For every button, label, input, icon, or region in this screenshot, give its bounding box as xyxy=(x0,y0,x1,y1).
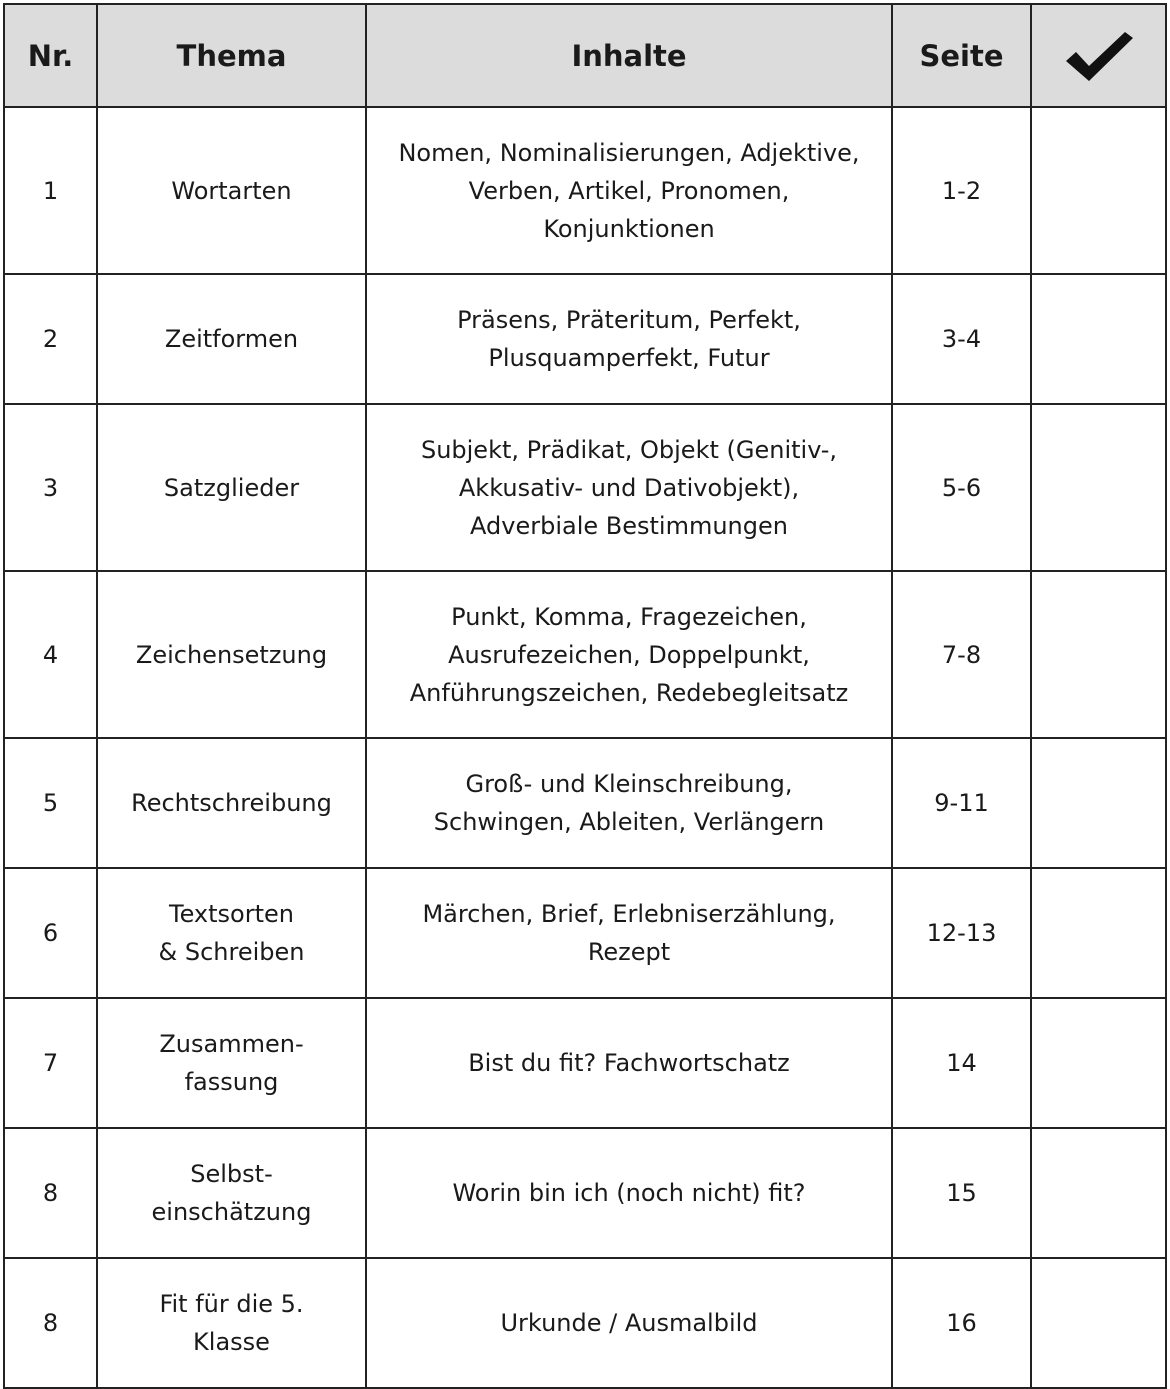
header-inhalte: Inhalte xyxy=(366,4,892,107)
cell-inhalte: Worin bin ich (noch nicht) fit? xyxy=(366,1128,892,1258)
cell-nr: 2 xyxy=(4,274,97,404)
table-row xyxy=(4,998,1166,1128)
cell-check[interactable] xyxy=(1031,738,1166,868)
header-nr: Nr. xyxy=(4,4,97,107)
table-row xyxy=(4,1128,1166,1258)
topics-table xyxy=(3,3,1167,1389)
cell-thema: Zusammen- fassung xyxy=(97,998,366,1128)
cell-nr: 4 xyxy=(4,571,97,738)
cell-thema: Fit für die 5. Klasse xyxy=(97,1258,366,1388)
cell-seite: 12-13 xyxy=(892,868,1031,998)
cell-seite: 15 xyxy=(892,1128,1031,1258)
table-row xyxy=(4,868,1166,998)
cell-inhalte: Bist du fit? Fachwortschatz xyxy=(366,998,892,1128)
cell-nr: 8 xyxy=(4,1128,97,1258)
cell-seite: 7-8 xyxy=(892,571,1031,738)
cell-thema: Zeitformen xyxy=(97,274,366,404)
cell-thema: Zeichensetzung xyxy=(97,571,366,738)
cell-thema: Satzglieder xyxy=(97,404,366,571)
overview-sheet xyxy=(3,3,1165,1386)
cell-inhalte: Urkunde / Ausmalbild xyxy=(366,1258,892,1388)
cell-seite: 3-4 xyxy=(892,274,1031,404)
cell-seite: 1-2 xyxy=(892,107,1031,274)
table-row xyxy=(4,738,1166,868)
cell-inhalte: Groß- und Kleinschreibung, Schwingen, Ableiten, Verlängern xyxy=(366,738,892,868)
cell-seite: 16 xyxy=(892,1258,1031,1388)
cell-seite: 14 xyxy=(892,998,1031,1128)
cell-thema: Wortarten xyxy=(97,107,366,274)
cell-nr: 3 xyxy=(4,404,97,571)
table-row xyxy=(4,274,1166,404)
header-seite: Seite xyxy=(892,4,1031,107)
checkmark-icon xyxy=(1062,28,1136,84)
cell-inhalte: Nomen, Nominalisierungen, Adjektive, Verben, Artikel, Pronomen, Konjunktionen xyxy=(366,107,892,274)
cell-nr: 8 xyxy=(4,1258,97,1388)
cell-check[interactable] xyxy=(1031,1128,1166,1258)
cell-check[interactable] xyxy=(1031,274,1166,404)
table-row xyxy=(4,107,1166,274)
table-row xyxy=(4,1258,1166,1388)
cell-check[interactable] xyxy=(1031,868,1166,998)
cell-check[interactable] xyxy=(1031,107,1166,274)
cell-thema: Selbst- einschätzung xyxy=(97,1128,366,1258)
cell-thema: Rechtschreibung xyxy=(97,738,366,868)
cell-inhalte: Präsens, Präteritum, Perfekt, Plusquamperfekt, Futur xyxy=(366,274,892,404)
cell-seite: 5-6 xyxy=(892,404,1031,571)
cell-check[interactable] xyxy=(1031,404,1166,571)
cell-thema: Textsorten & Schreiben xyxy=(97,868,366,998)
cell-inhalte: Märchen, Brief, Erlebniserzählung, Rezept xyxy=(366,868,892,998)
header-check xyxy=(1031,4,1166,107)
cell-check[interactable] xyxy=(1031,998,1166,1128)
cell-inhalte: Subjekt, Prädikat, Objekt (Genitiv-, Akkusativ- und Dativobjekt), Adverbiale Bestimmungen xyxy=(366,404,892,571)
cell-check[interactable] xyxy=(1031,571,1166,738)
table-row xyxy=(4,571,1166,738)
cell-nr: 5 xyxy=(4,738,97,868)
cell-check[interactable] xyxy=(1031,1258,1166,1388)
table-row xyxy=(4,404,1166,571)
header-thema: Thema xyxy=(97,4,366,107)
cell-nr: 1 xyxy=(4,107,97,274)
cell-nr: 7 xyxy=(4,998,97,1128)
cell-inhalte: Punkt, Komma, Fragezeichen, Ausrufezeichen, Doppelpunkt, Anführungszeichen, Redebegleitsatz xyxy=(366,571,892,738)
cell-seite: 9-11 xyxy=(892,738,1031,868)
cell-nr: 6 xyxy=(4,868,97,998)
table-header-row xyxy=(4,4,1166,107)
